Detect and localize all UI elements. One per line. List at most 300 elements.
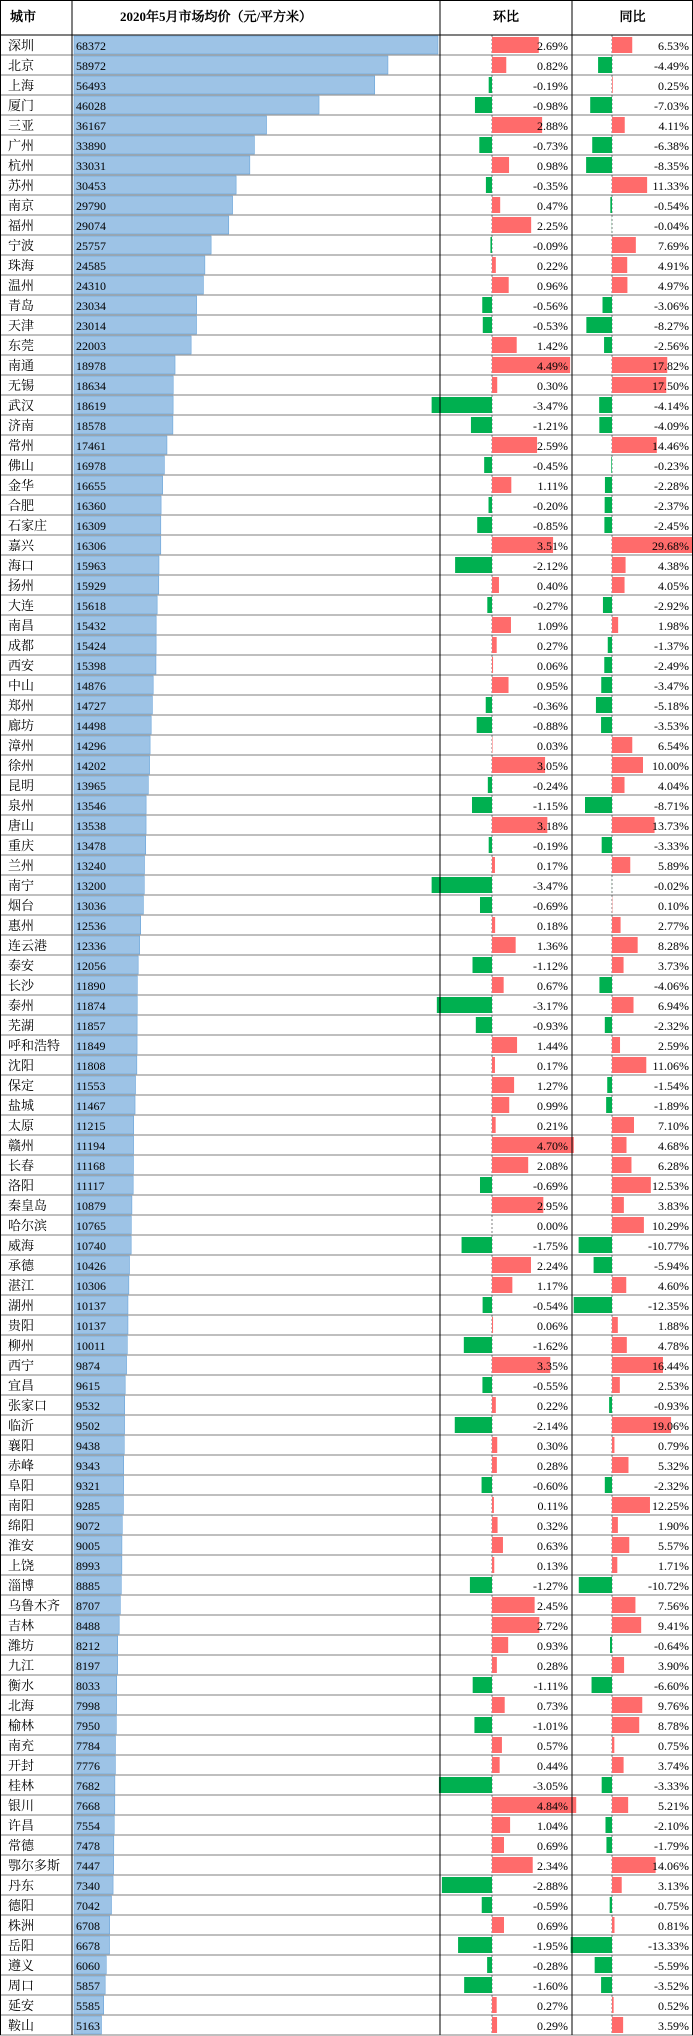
price-label: 46028: [76, 99, 106, 113]
price-label: 18978: [76, 359, 106, 373]
price-label: 13200: [76, 879, 106, 893]
yoy-label: -2.56%: [654, 339, 689, 353]
yoy-bar: [592, 1677, 612, 1693]
mom-label: 0.82%: [537, 59, 568, 73]
yoy-bar: [596, 697, 612, 713]
price-bar: [74, 76, 375, 94]
mom-bar: [479, 137, 492, 153]
mom-label: -0.54%: [533, 1299, 568, 1313]
city-label: 石家庄: [8, 518, 48, 533]
yoy-label: -0.54%: [654, 199, 689, 213]
mom-label: 3.51%: [537, 539, 568, 553]
mom-bar: [472, 797, 492, 813]
mom-bar: [432, 877, 492, 893]
yoy-bar: [612, 1497, 650, 1513]
city-label: 承德: [8, 1258, 35, 1273]
city-label: 鞍山: [8, 2018, 35, 2033]
mom-bar: [492, 937, 516, 953]
mom-label: 0.06%: [537, 1319, 568, 1333]
price-label: 16360: [76, 499, 106, 513]
price-label: 23014: [76, 319, 106, 333]
price-label: 18578: [76, 419, 106, 433]
city-label: 银川: [8, 1798, 35, 1813]
yoy-bar: [612, 1137, 627, 1153]
mom-label: 2.88%: [537, 119, 568, 133]
city-label: 北海: [8, 1698, 35, 1713]
mom-bar: [486, 177, 492, 193]
mom-bar: [462, 1237, 492, 1253]
city-label: 株洲: [8, 1918, 35, 1933]
yoy-label: -0.04%: [654, 219, 689, 233]
yoy-bar: [592, 137, 612, 153]
mom-bar: [492, 1617, 539, 1633]
city-label: 南充: [8, 1738, 35, 1753]
mom-bar: [480, 1177, 492, 1193]
city-label: 兰州: [8, 858, 35, 873]
mom-bar: [475, 97, 492, 113]
yoy-label: -2.45%: [654, 519, 689, 533]
city-label: 沈阳: [8, 1058, 35, 1073]
mom-bar: [471, 417, 492, 433]
yoy-bar: [612, 1437, 614, 1453]
price-label: 12536: [76, 919, 106, 933]
mom-label: 0.73%: [537, 1699, 568, 1713]
mom-label: 0.69%: [537, 1919, 568, 1933]
mom-bar: [492, 857, 495, 873]
yoy-label: -10.77%: [648, 1239, 689, 1253]
yoy-bar: [612, 1317, 618, 1333]
price-label: 7668: [76, 1799, 100, 1813]
city-label: 长沙: [8, 978, 35, 993]
mom-label: -3.47%: [533, 399, 568, 413]
yoy-label: 19.06%: [652, 1419, 689, 1433]
city-label: 保定: [8, 1078, 35, 1093]
city-label: 三亚: [8, 118, 35, 133]
city-label: 长春: [8, 1158, 35, 1173]
city-label: 湖州: [8, 1298, 35, 1313]
mom-bar: [482, 1477, 492, 1493]
yoy-bar: [604, 337, 612, 353]
yoy-label: 5.32%: [658, 1459, 689, 1473]
yoy-bar: [612, 957, 624, 973]
mom-bar: [492, 617, 511, 633]
mom-label: -1.11%: [533, 1679, 568, 1693]
city-label: 重庆: [8, 838, 35, 853]
mom-bar: [492, 1657, 497, 1673]
city-label: 临沂: [8, 1418, 35, 1433]
price-label: 11467: [76, 1099, 106, 1113]
price-label: 16309: [76, 519, 106, 533]
price-label: 15398: [76, 659, 106, 673]
mom-bar: [492, 117, 542, 133]
price-label: 9502: [76, 1419, 100, 1433]
yoy-label: 10.00%: [652, 759, 689, 773]
city-label: 西安: [8, 658, 35, 673]
yoy-bar: [612, 1377, 620, 1393]
mom-label: -0.35%: [533, 179, 568, 193]
mom-bar: [474, 1717, 492, 1733]
price-label: 13478: [76, 839, 106, 853]
yoy-bar: [612, 1917, 615, 1933]
price-label: 13538: [76, 819, 106, 833]
mom-label: -0.19%: [533, 839, 568, 853]
city-label: 德阳: [8, 1898, 35, 1913]
mom-bar: [492, 1277, 512, 1293]
mom-bar: [489, 837, 492, 853]
mom-label: 0.96%: [537, 279, 568, 293]
yoy-bar: [612, 1277, 626, 1293]
yoy-bar: [612, 617, 618, 633]
yoy-bar: [612, 1157, 631, 1173]
yoy-bar: [605, 1017, 612, 1033]
city-label: 丹东: [8, 1878, 35, 1893]
price-label: 10011: [76, 1339, 106, 1353]
mom-label: -0.24%: [533, 779, 568, 793]
mom-label: -3.47%: [533, 879, 568, 893]
city-label: 上海: [8, 78, 35, 93]
mom-bar: [492, 1077, 514, 1093]
yoy-label: 3.59%: [658, 2019, 689, 2033]
mom-bar: [492, 257, 496, 273]
yoy-bar: [612, 1737, 614, 1753]
yoy-bar: [586, 317, 612, 333]
yoy-label: -4.14%: [654, 399, 689, 413]
city-label: 厦门: [8, 98, 35, 113]
yoy-bar: [612, 1797, 628, 1813]
mom-bar: [492, 377, 497, 393]
yoy-bar: [612, 1877, 622, 1893]
city-label: 榆林: [8, 1718, 35, 1733]
yoy-label: 0.25%: [658, 79, 689, 93]
mom-label: -1.95%: [533, 1939, 568, 1953]
mom-label: 2.25%: [537, 219, 568, 233]
yoy-bar: [612, 37, 632, 53]
mom-bar: [432, 397, 492, 413]
price-label: 9005: [76, 1539, 100, 1553]
city-label: 嘉兴: [8, 538, 35, 553]
yoy-label: 0.75%: [658, 1739, 689, 1753]
yoy-label: 4.11%: [658, 119, 689, 133]
yoy-label: 1.98%: [658, 619, 689, 633]
price-label: 29790: [76, 199, 106, 213]
price-label: 14202: [76, 759, 106, 773]
yoy-label: 4.97%: [658, 279, 689, 293]
mom-label: -0.27%: [533, 599, 568, 613]
city-label: 宜昌: [8, 1378, 35, 1393]
yoy-label: 0.79%: [658, 1439, 689, 1453]
price-label: 58972: [76, 59, 106, 73]
city-label: 深圳: [8, 38, 35, 53]
mom-bar: [492, 1737, 502, 1753]
yoy-label: 8.78%: [658, 1719, 689, 1733]
city-label: 阜阳: [8, 1478, 35, 1493]
city-label: 芜湖: [8, 1018, 35, 1033]
mom-label: -0.88%: [533, 719, 568, 733]
yoy-bar: [608, 637, 612, 653]
yoy-bar: [594, 1257, 612, 1273]
mom-bar: [492, 197, 500, 213]
mom-bar: [489, 497, 492, 513]
mom-bar: [492, 1437, 497, 1453]
mom-bar: [492, 977, 504, 993]
mom-label: 1.09%: [537, 619, 568, 633]
yoy-bar: [612, 757, 643, 773]
mom-label: 2.59%: [537, 439, 568, 453]
yoy-bar: [574, 1297, 612, 1313]
yoy-label: 2.53%: [658, 1379, 689, 1393]
mom-label: -1.60%: [533, 1979, 568, 1993]
yoy-label: 3.83%: [658, 1199, 689, 1213]
city-label: 鄂尔多斯: [8, 1858, 61, 1873]
city-label: 天津: [8, 318, 35, 333]
price-bar: [74, 96, 319, 114]
yoy-bar: [599, 397, 612, 413]
yoy-bar: [604, 517, 612, 533]
city-label: 淄博: [8, 1578, 35, 1593]
price-label: 7478: [76, 1839, 100, 1853]
yoy-bar: [612, 577, 625, 593]
yoy-bar: [612, 1037, 620, 1053]
mom-label: 0.30%: [537, 1439, 568, 1453]
price-label: 9532: [76, 1399, 100, 1413]
mom-bar: [487, 1957, 492, 1973]
mom-bar: [476, 1017, 492, 1033]
mom-label: -0.56%: [533, 299, 568, 313]
mom-bar: [492, 2017, 497, 2033]
mom-label: 0.27%: [537, 639, 568, 653]
mom-label: -0.60%: [533, 1479, 568, 1493]
yoy-label: 7.56%: [658, 1599, 689, 1613]
yoy-label: -2.92%: [654, 599, 689, 613]
mom-label: 4.84%: [537, 1799, 568, 1813]
mom-label: 0.29%: [537, 2019, 568, 2033]
city-label: 赣州: [8, 1138, 35, 1153]
yoy-label: -1.89%: [654, 1099, 689, 1113]
city-label: 常德: [8, 1838, 35, 1853]
mom-label: 4.49%: [537, 359, 568, 373]
mom-bar: [464, 1977, 492, 1993]
mom-label: 0.30%: [537, 379, 568, 393]
yoy-label: 6.94%: [658, 999, 689, 1013]
city-label: 周口: [8, 1978, 35, 1993]
price-label: 11890: [76, 979, 106, 993]
yoy-bar: [595, 1957, 612, 1973]
mom-label: -1.75%: [533, 1239, 568, 1253]
yoy-label: -0.93%: [654, 1399, 689, 1413]
mom-label: 1.42%: [537, 339, 568, 353]
price-label: 29074: [76, 219, 106, 233]
price-label: 10306: [76, 1279, 106, 1293]
yoy-label: 4.04%: [658, 779, 689, 793]
city-label: 许昌: [8, 1818, 35, 1833]
mom-label: -1.15%: [533, 799, 568, 813]
yoy-label: -12.35%: [648, 1299, 689, 1313]
mom-label: 1.27%: [537, 1079, 568, 1093]
city-label: 廊坊: [8, 718, 35, 733]
mom-bar: [492, 1757, 500, 1773]
mom-label: -0.93%: [533, 1019, 568, 1033]
city-label: 贵阳: [8, 1318, 35, 1333]
price-label: 11553: [76, 1079, 106, 1093]
mom-bar: [492, 677, 509, 693]
yoy-bar: [612, 817, 655, 833]
yoy-bar: [612, 1757, 624, 1773]
mom-label: 0.44%: [537, 1759, 568, 1773]
mom-label: -2.88%: [533, 1879, 568, 1893]
mom-label: 4.70%: [537, 1139, 568, 1153]
city-label: 泰安: [8, 958, 35, 973]
header-yoy: 同比: [619, 9, 646, 24]
yoy-label: -0.23%: [654, 459, 689, 473]
yoy-label: 12.25%: [652, 1499, 689, 1513]
yoy-bar: [612, 2017, 623, 2033]
mom-label: -1.21%: [533, 419, 568, 433]
city-label: 呼和浩特: [8, 1038, 61, 1053]
mom-label: 3.35%: [537, 1359, 568, 1373]
yoy-bar: [603, 597, 612, 613]
mom-label: -0.73%: [533, 139, 568, 153]
mom-label: 0.13%: [537, 1559, 568, 1573]
mom-bar: [483, 1297, 492, 1313]
mom-bar: [492, 1497, 494, 1513]
yoy-label: -7.03%: [654, 99, 689, 113]
city-label: 延安: [8, 1998, 35, 2013]
mom-label: -1.27%: [533, 1579, 568, 1593]
city-label: 温州: [8, 278, 35, 293]
mom-label: 0.21%: [537, 1119, 568, 1133]
city-label: 福州: [8, 218, 35, 233]
yoy-label: -8.35%: [654, 159, 689, 173]
mom-label: 2.34%: [537, 1859, 568, 1873]
mom-bar: [492, 1997, 497, 2013]
yoy-label: 4.91%: [658, 259, 689, 273]
city-label: 烟台: [8, 898, 35, 913]
yoy-bar: [612, 1057, 646, 1073]
yoy-bar: [606, 1097, 612, 1113]
city-label: 上饶: [8, 1558, 35, 1573]
city-label: 海口: [8, 558, 35, 573]
price-label: 16655: [76, 479, 106, 493]
mom-bar: [492, 1917, 504, 1933]
price-label: 7776: [76, 1759, 100, 1773]
mom-label: 1.17%: [537, 1279, 568, 1293]
mom-label: -3.17%: [533, 999, 568, 1013]
yoy-label: 3.73%: [658, 959, 689, 973]
yoy-label: -3.47%: [654, 679, 689, 693]
mom-bar: [492, 1037, 517, 1053]
city-label: 柳州: [8, 1338, 35, 1353]
mom-bar: [492, 1517, 498, 1533]
mom-label: 2.95%: [537, 1199, 568, 1213]
yoy-label: 1.88%: [658, 1319, 689, 1333]
yoy-bar: [579, 1577, 612, 1593]
mom-bar: [477, 517, 492, 533]
mom-label: -0.85%: [533, 519, 568, 533]
price-label: 8488: [76, 1619, 100, 1633]
price-label: 14727: [76, 699, 106, 713]
yoy-bar: [598, 57, 612, 73]
yoy-bar: [612, 1457, 628, 1473]
mom-label: 0.27%: [537, 1999, 568, 2013]
mom-bar: [487, 597, 492, 613]
yoy-bar: [612, 1717, 639, 1733]
yoy-label: -4.06%: [654, 979, 689, 993]
mom-bar: [492, 1557, 494, 1573]
price-label: 11857: [76, 1019, 106, 1033]
price-label: 14498: [76, 719, 106, 733]
yoy-label: 7.10%: [658, 1119, 689, 1133]
price-label: 15929: [76, 579, 106, 593]
yoy-label: -5.94%: [654, 1259, 689, 1273]
city-label: 济南: [8, 418, 35, 433]
yoy-label: 5.89%: [658, 859, 689, 873]
price-label: 15424: [76, 639, 106, 653]
price-label: 9343: [76, 1459, 100, 1473]
city-label: 昆明: [8, 778, 35, 793]
mom-label: -1.01%: [533, 1719, 568, 1733]
price-label: 14876: [76, 679, 106, 693]
yoy-label: 3.90%: [658, 1659, 689, 1673]
price-label: 9072: [76, 1519, 100, 1533]
mom-bar: [464, 1337, 492, 1353]
yoy-bar: [612, 1337, 627, 1353]
city-label: 太原: [8, 1118, 35, 1133]
price-label: 11849: [76, 1039, 106, 1053]
mom-label: 0.17%: [537, 1059, 568, 1073]
yoy-label: -2.32%: [654, 1019, 689, 1033]
yoy-bar: [610, 1637, 612, 1653]
yoy-label: 1.90%: [658, 1519, 689, 1533]
city-label: 赤峰: [8, 1458, 35, 1473]
mom-label: 0.03%: [537, 739, 568, 753]
yoy-bar: [585, 797, 612, 813]
yoy-label: -2.49%: [654, 659, 689, 673]
mom-bar: [437, 997, 492, 1013]
yoy-bar: [601, 1977, 612, 1993]
yoy-bar: [612, 1197, 624, 1213]
mom-bar: [486, 697, 492, 713]
price-label: 9285: [76, 1499, 100, 1513]
mom-bar: [492, 1157, 528, 1173]
mom-bar: [473, 1677, 492, 1693]
city-label: 威海: [8, 1238, 35, 1253]
price-label: 13546: [76, 799, 106, 813]
yoy-bar: [612, 857, 630, 873]
yoy-bar: [612, 257, 627, 273]
mom-bar: [492, 57, 506, 73]
city-label: 成都: [8, 638, 35, 653]
mom-bar: [480, 897, 492, 913]
yoy-bar: [603, 297, 612, 313]
yoy-bar: [612, 77, 613, 93]
city-label: 宁波: [8, 238, 35, 253]
yoy-bar: [612, 1697, 642, 1713]
city-label: 湛江: [8, 1278, 35, 1293]
mom-label: -0.55%: [533, 1379, 568, 1393]
mom-bar: [455, 1417, 492, 1433]
price-label: 11117: [76, 1179, 105, 1193]
mom-bar: [492, 1837, 504, 1853]
price-label: 10765: [76, 1219, 106, 1233]
yoy-bar: [586, 157, 612, 173]
mom-label: 2.45%: [537, 1599, 568, 1613]
city-label: 潍坊: [8, 1638, 35, 1653]
yoy-label: 11.06%: [652, 1059, 689, 1073]
city-label: 南通: [8, 358, 35, 373]
yoy-label: -6.60%: [654, 1679, 689, 1693]
mom-label: 0.40%: [537, 579, 568, 593]
price-label: 8033: [76, 1679, 100, 1693]
